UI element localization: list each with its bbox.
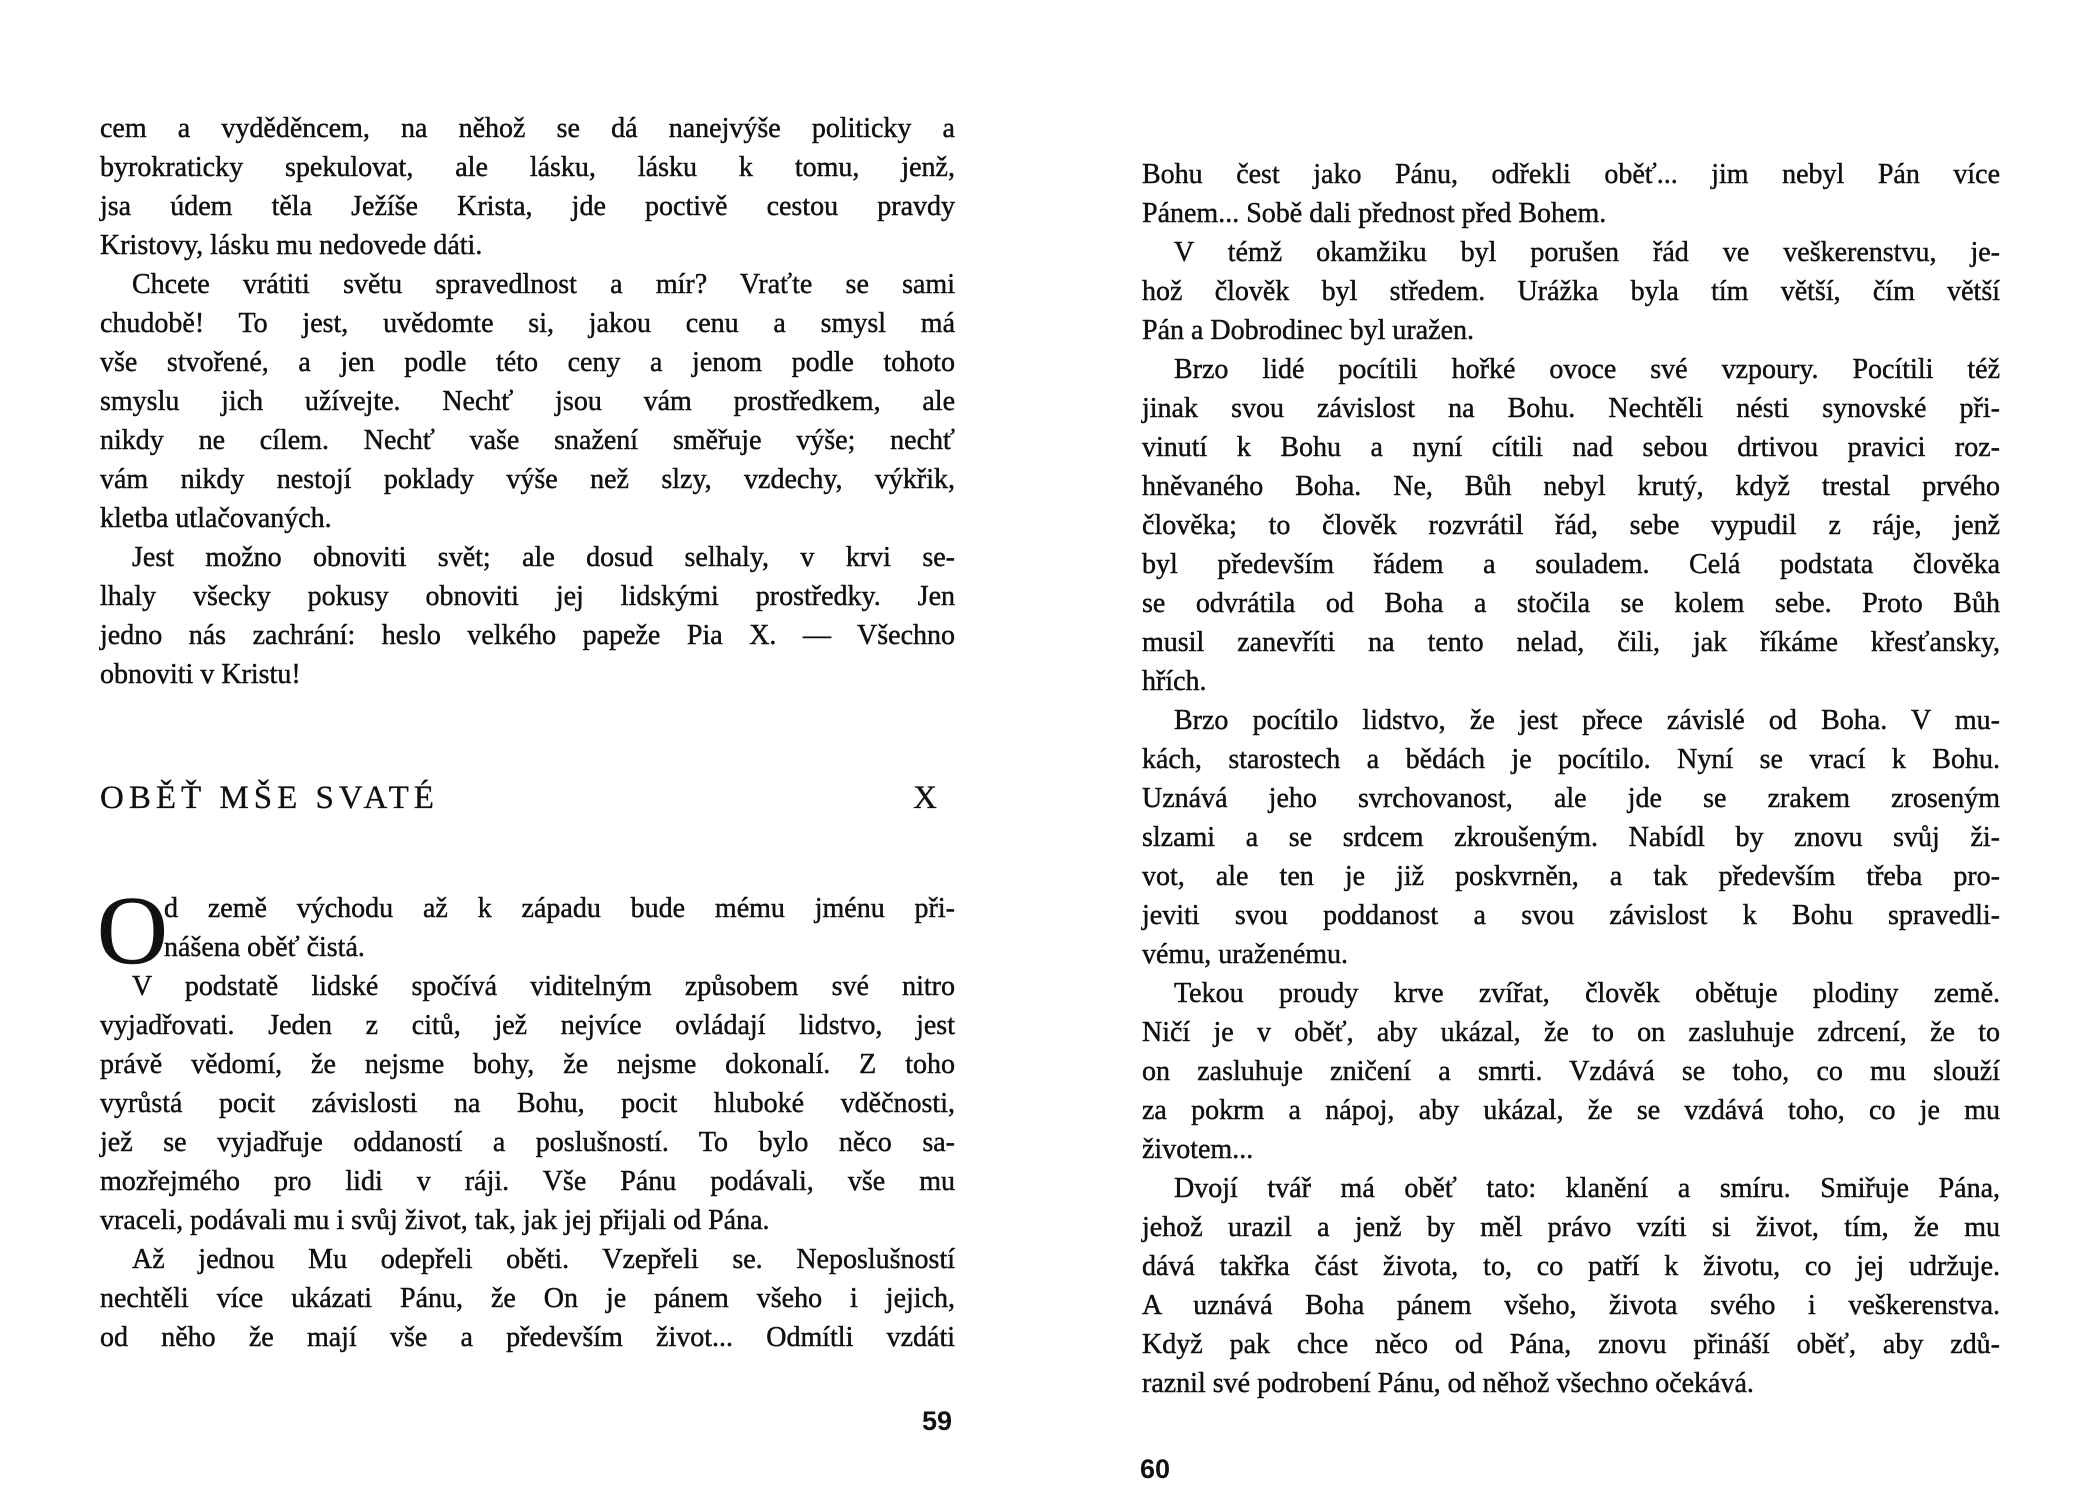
text-line: Pánem... Sobě dali přednost před Bohem. <box>1142 198 1607 229</box>
drop-cap: O <box>97 877 168 985</box>
text-line: Brzo pocítilo lidstvo, že jest přece závislé od Boha. V mu- <box>1174 705 2000 736</box>
text-line: vému, uraženému. <box>1142 939 1349 970</box>
chapter-title: OBĚŤ MŠE SVATÉ <box>100 780 439 816</box>
text-line: slzami a se srdcem zkroušeným. Nabídl by znovu svůj ži- <box>1142 822 2000 853</box>
text-line: se odvrátila od Boha a stočila se kolem sebe. Proto Bůh <box>1142 588 2000 619</box>
text-line: vot, ale ten je již poskvrněn, a tak především třeba pro- <box>1142 861 2000 892</box>
text-line: Dvojí tvář má oběť tato: klanění a smíru. Smiřuje Pána, <box>1174 1173 2000 1204</box>
text-line: lhaly všecky pokusy obnoviti jej lidskými prostředky. Jen <box>100 581 955 612</box>
paragraph <box>1142 974 2000 1169</box>
text-line: jeviti svou poddanost a svou závislost k Bohu spravedli- <box>1142 900 2000 931</box>
paragraph <box>1142 1169 2000 1403</box>
text-line: vraceli, podávali mu i svůj život, tak, jak jej přijali od Pána. <box>100 1205 770 1236</box>
chapter-number: X <box>913 780 942 816</box>
paragraph <box>100 538 955 694</box>
text-line: od něho že mají vše a především život... Odmítli vzdáti <box>100 1322 955 1353</box>
paragraph <box>100 967 955 1240</box>
text-line: jinak svou závislost na Bohu. Nechtěli nésti synovské při- <box>1142 393 2000 424</box>
page-number-left: 59 <box>922 1406 953 1436</box>
text-line: Pán a Dobrodinec byl uražen. <box>1142 315 1474 346</box>
text-line: Tekou proudy krve zvířat, člověk obětuje plodiny země. <box>1174 978 2000 1009</box>
text-line: d země východu až k západu bude mému jménu při- <box>164 893 955 924</box>
text-line: Ničí je v oběť, aby ukázal, že to on zasluhuje zdrcení, že to <box>1142 1017 2000 1048</box>
text-line: za pokrm a nápoj, aby ukázal, že se vzdává toho, co je mu <box>1142 1095 2000 1126</box>
text-line: kletba utlačovaných. <box>100 503 332 534</box>
paragraph <box>100 109 955 265</box>
text-line: Až jednou Mu odepřeli oběti. Vzepřeli se. Neposlušností <box>132 1244 955 1275</box>
paragraph <box>1142 350 2000 701</box>
text-line: obnoviti v Kristu! <box>100 659 301 690</box>
text-line: hněvaného Boha. Ne, Bůh nebyl krutý, když trestal prvého <box>1142 471 2000 502</box>
paragraph <box>1142 701 2000 974</box>
text-line: musil zanevříti na tento nelad, čili, jak říkáme křesťansky, <box>1142 627 2000 658</box>
text-line: byl především řádem a souladem. Celá podstata člověka <box>1142 549 2000 580</box>
paragraph <box>100 1240 955 1357</box>
right-page-text <box>1142 155 2000 1403</box>
text-line: vám nikdy nestojí poklady výše než slzy, vzdechy, výkřik, <box>100 464 955 495</box>
text-line: Chcete vrátiti světu spravedlnost a mír? Vraťte se sami <box>132 269 955 300</box>
text-line: Kristovy, lásku mu nedovede dáti. <box>100 230 483 261</box>
text-line: Když pak chce něco od Pána, znovu přináší oběť, aby zdů- <box>1142 1329 2000 1360</box>
text-line: dává takřka část života, to, co patří k životu, co jej udržuje. <box>1142 1251 2000 1282</box>
text-line: nášena oběť čistá. <box>164 932 365 963</box>
page-number-right: 60 <box>1140 1454 1171 1484</box>
text-line: V podstatě lidské spočívá viditelným způsobem své nitro <box>132 971 955 1002</box>
text-line: vinutí k Bohu a nyní cítili nad sebou drtivou pravici roz- <box>1142 432 2000 463</box>
chapter-heading <box>100 780 942 817</box>
paragraph <box>1142 155 2000 233</box>
text-line: V témž okamžiku byl porušen řád ve veškerenstvu, je- <box>1174 237 2000 268</box>
left-page-chapter-text <box>100 889 955 1357</box>
text-line: hož člověk byl středem. Urážka byla tím větší, čím větší <box>1142 276 2000 307</box>
paragraph <box>100 265 955 538</box>
text-line: Bohu čest jako Pánu, odřekli oběť... jim nebyl Pán více <box>1142 159 2000 190</box>
text-line: jehož urazil a jenž by měl právo vzíti si život, tím, že mu <box>1142 1212 2000 1243</box>
text-line: jedno nás zachrání: heslo velkého papeže Pia X. — Všechno <box>100 620 955 651</box>
text-line: životem... <box>1142 1134 1254 1165</box>
text-line: on zasluhuje zničení a smrti. Vzdává se toho, co mu slouží <box>1142 1056 2000 1087</box>
text-line: jež se vyjadřuje oddaností a poslušností. To bylo něco sa- <box>100 1127 955 1158</box>
text-line: člověka; to člověk rozvrátil řád, sebe vypudil z ráje, jenž <box>1142 510 2000 541</box>
text-line: nikdy ne cílem. Nechť vaše snažení směřuje výše; nechť <box>100 425 955 456</box>
text-line: chudobě! To jest, uvědomte si, jakou cenu a smysl má <box>100 308 955 339</box>
text-line: kách, starostech a bědách je pocítilo. Nyní se vrací k Bohu. <box>1142 744 2000 775</box>
text-line: vše stvořené, a jen podle této ceny a jenom podle tohoto <box>100 347 955 378</box>
text-line: vyjadřovati. Jeden z citů, jež nejvíce ovládají lidstvo, jest <box>100 1010 955 1041</box>
paragraph <box>1142 233 2000 350</box>
paragraph <box>100 889 955 967</box>
text-line: Uznává jeho svrchovanost, ale jde se zrakem zroseným <box>1142 783 2000 814</box>
text-line: jsa údem těla Ježíše Krista, jde poctivě cestou pravdy <box>100 191 955 222</box>
text-line: vyrůstá pocit závislosti na Bohu, pocit hluboké vděčnosti, <box>100 1088 955 1119</box>
text-line: Brzo lidé pocítili hořké ovoce své vzpoury. Pocítili též <box>1174 354 2000 385</box>
text-line: cem a vyděděncem, na něhož se dá nanejvýše politicky a <box>100 113 955 144</box>
text-line: mozřejmého pro lidi v ráji. Vše Pánu podávali, vše mu <box>100 1166 955 1197</box>
text-line: byrokraticky spekulovat, ale lásku, lásku k tomu, jenž, <box>100 152 955 183</box>
text-line: smyslu jich užívejte. Nechť jsou vám prostředkem, ale <box>100 386 955 417</box>
text-line: právě vědomí, že nejsme bohy, že nejsme dokonalí. Z toho <box>100 1049 955 1080</box>
text-line: A uznává Boha pánem všeho, života svého i veškerenstva. <box>1142 1290 2000 1321</box>
text-line: hřích. <box>1142 666 1207 697</box>
left-page-opening-text <box>100 109 955 694</box>
text-line: raznil své podrobení Pánu, od něhož všechno očekává. <box>1142 1368 1754 1399</box>
text-line: nechtěli více ukázati Pánu, že On je pánem všeho i jejich, <box>100 1283 955 1314</box>
text-line: Jest možno obnoviti svět; ale dosud selhaly, v krvi se- <box>132 542 955 573</box>
